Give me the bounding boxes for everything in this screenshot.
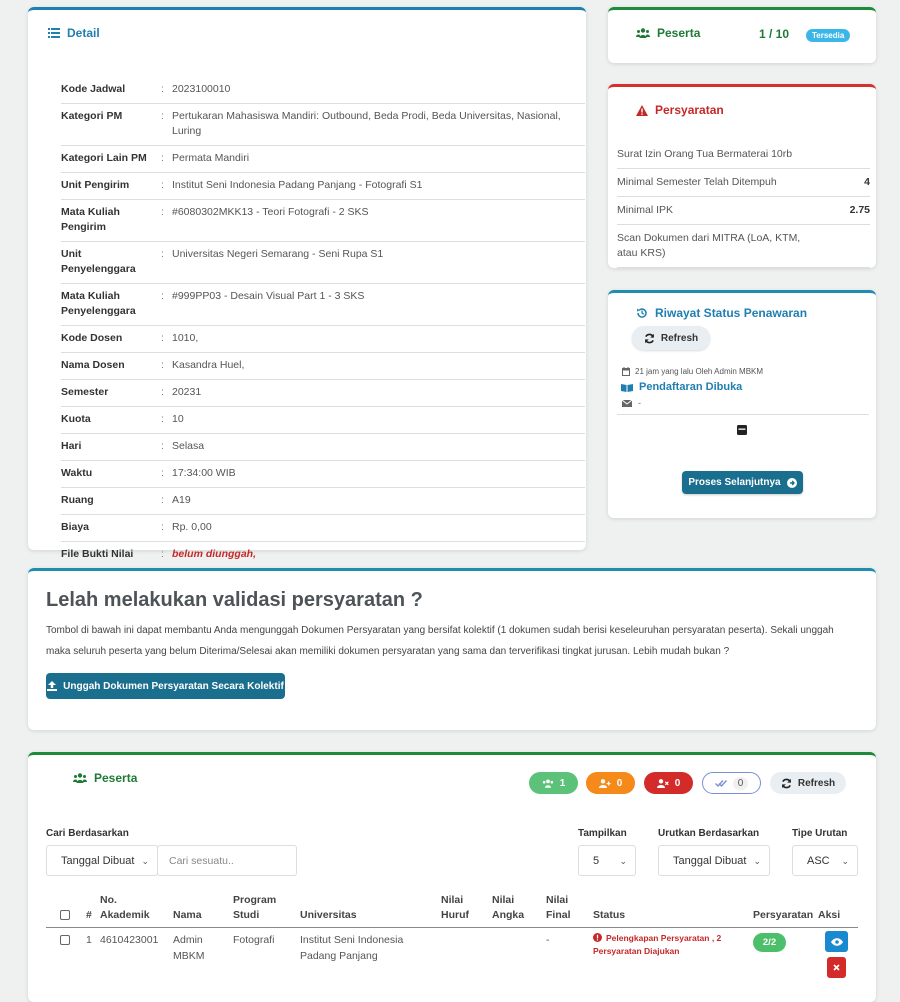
detail-separator: : [161, 200, 172, 242]
row-final: - [546, 934, 550, 946]
refresh-icon [644, 333, 655, 344]
cari-field-select[interactable]: Tanggal Dibuat ⌄ [46, 845, 158, 876]
detail-row [61, 515, 585, 542]
detail-row [61, 542, 585, 569]
detail-value: Pertukaran Mahasiswa Mandiri: Outbound, Beda Prodi, Beda Universitas, Nasional, Luring [172, 104, 585, 146]
table-header-divider [46, 927, 858, 928]
arrow-right-circle-icon [787, 478, 797, 488]
detail-key: Kategori PM [61, 104, 161, 146]
detail-separator: : [161, 488, 172, 515]
detail-value: 17:34:00 WIB [172, 461, 585, 488]
peserta-count: 1 / 10 [759, 27, 790, 41]
detail-value: 2023100010 [172, 77, 585, 104]
detail-key: Nama Dosen [61, 353, 161, 380]
detail-table [61, 77, 585, 569]
persyaratan-title: Persyaratan [655, 103, 724, 117]
col-nim: No. Akademik [100, 894, 150, 921]
detail-key: File Bukti Nilai [61, 542, 161, 569]
riwayat-header [636, 306, 807, 320]
chevron-down-icon: ⌄ [753, 856, 761, 866]
row-nama: Admin MBKM [173, 934, 205, 962]
archive-icon [737, 425, 747, 435]
row-persyaratan-badge[interactable]: 2/2 [753, 933, 786, 952]
detail-key: Kode Jadwal [61, 77, 161, 104]
requirement-item: Scan Dokumen dari MITRA (LoA, KTM, atau KRS) [617, 225, 870, 268]
detail-key: Waktu [61, 461, 161, 488]
peserta-refresh-button[interactable]: Refresh [770, 772, 846, 794]
chevron-down-icon: ⌄ [619, 856, 627, 866]
detail-row [61, 326, 585, 353]
detail-key: Mata Kuliah Pengirim [61, 200, 161, 242]
detail-value: 1010, [172, 326, 585, 353]
close-icon [833, 964, 840, 971]
row-no: 1 [86, 934, 92, 946]
exclamation-circle-icon [593, 933, 602, 942]
detail-row [61, 146, 585, 173]
calendar-icon [622, 367, 630, 376]
upload-icon [47, 681, 57, 691]
tampilkan-label: Tampilkan [578, 828, 627, 839]
peserta-summary-header [636, 26, 700, 40]
riwayat-status: Pendaftaran Dibuka [621, 381, 742, 393]
detail-key: Kuota [61, 407, 161, 434]
detail-value: Institut Seni Indonesia Padang Panjang - Fotografi S1 [172, 173, 585, 200]
refresh-icon [781, 778, 792, 789]
detail-row [61, 353, 585, 380]
detail-separator: : [161, 326, 172, 353]
requirement-item: Surat Izin Orang Tua Bermaterai 10rb [617, 141, 870, 169]
detail-value: #999PP03 - Desain Visual Part 1 - 3 SKS [172, 284, 585, 326]
riwayat-message: - [622, 398, 641, 408]
detail-separator: : [161, 461, 172, 488]
urutkan-select[interactable]: Tanggal Dibuat ⌄ [658, 845, 770, 876]
tipe-select[interactable]: ASC ⌄ [792, 845, 858, 876]
col-angka: Nilai Angka [492, 894, 525, 921]
detail-row [61, 380, 585, 407]
detail-value: belum diunggah, [172, 542, 585, 569]
col-persyaratan: Persyaratan [753, 909, 814, 921]
select-all-checkbox[interactable] [60, 910, 70, 920]
detail-key: Kategori Lain PM [61, 146, 161, 173]
detail-separator: : [161, 434, 172, 461]
riwayat-refresh-button[interactable]: Refresh [632, 326, 710, 350]
row-prodi: Fotografi [233, 934, 275, 946]
detail-key: Unit Pengirim [61, 173, 161, 200]
detail-separator: : [161, 407, 172, 434]
col-final: Nilai Final [546, 894, 571, 921]
users-icon [542, 779, 554, 788]
search-input[interactable]: Cari sesuatu.. [157, 845, 297, 876]
row-nim: 4610423001 [100, 934, 159, 946]
detail-separator: : [161, 104, 172, 146]
detail-row [61, 461, 585, 488]
col-status: Status [593, 909, 626, 921]
tipe-label: Tipe Urutan [792, 828, 848, 839]
col-aksi: Aksi [818, 909, 841, 921]
detail-value: 10 [172, 407, 585, 434]
row-status: Pelengkapan Persyaratan , 2 Persyaratan Diajukan [593, 933, 722, 956]
detail-separator: : [161, 242, 172, 284]
book-icon [621, 383, 633, 392]
detail-row [61, 284, 585, 326]
detail-separator: : [161, 380, 172, 407]
filter-rejected-button[interactable]: 0 [644, 772, 693, 794]
persyaratan-list [617, 141, 870, 268]
view-button[interactable] [825, 931, 848, 952]
detail-row [61, 242, 585, 284]
detail-key: Ruang [61, 488, 161, 515]
list-icon [48, 28, 60, 38]
detail-row [61, 104, 585, 146]
detail-separator: : [161, 542, 172, 569]
users-icon [73, 773, 87, 783]
detail-header [48, 26, 100, 40]
user-plus-icon [599, 779, 611, 788]
detail-row [61, 407, 585, 434]
detail-value: Universitas Negeri Semarang - Seni Rupa S1 [172, 242, 585, 284]
detail-separator: : [161, 77, 172, 104]
tampilkan-select[interactable]: 5 ⌄ [578, 845, 636, 876]
detail-value: Kasandra Huel, [172, 353, 585, 380]
filter-total-button[interactable]: 1 [529, 772, 578, 794]
history-icon [636, 307, 648, 319]
unggah-kolektif-button[interactable]: Unggah Dokumen Persyaratan Secara Kolektif [46, 673, 285, 699]
kolektif-card [28, 568, 876, 730]
peserta-list-card [28, 752, 876, 1002]
requirement-item: Minimal IPK 2.75 [617, 197, 870, 225]
filter-verified-button[interactable]: 0 [702, 772, 761, 794]
detail-value: 20231 [172, 380, 585, 407]
peserta-list-title: Peserta [94, 771, 138, 785]
chevron-down-icon: ⌄ [841, 856, 849, 866]
persyaratan-card [608, 84, 876, 268]
col-univ: Universitas [300, 909, 357, 921]
detail-key: Semester [61, 380, 161, 407]
detail-separator: : [161, 173, 172, 200]
col-nama: Nama [173, 909, 202, 921]
detail-row [61, 488, 585, 515]
filter-accepted-button[interactable]: 0 [586, 772, 635, 794]
col-prodi: Program Studi [233, 894, 277, 921]
warning-icon [636, 105, 648, 116]
riwayat-card [608, 290, 876, 518]
detail-separator: : [161, 353, 172, 380]
user-times-icon [657, 779, 669, 788]
detail-value: #6080302MKK13 - Teori Fotografi - 2 SKS [172, 200, 585, 242]
peserta-summary-card [608, 7, 876, 63]
detail-row [61, 77, 585, 104]
detail-key: Unit Penyelenggara [61, 242, 161, 284]
urutkan-label: Urutkan Berdasarkan [658, 828, 760, 839]
row-univ: Institut Seni Indonesia Padang Panjang [300, 934, 404, 962]
detail-separator: : [161, 515, 172, 542]
kolektif-paragraph: Tombol di bawah ini dapat membantu Anda mengunggah Dokumen Persyaratan yang bersifat kolektif (1 dokumen sudah berisi keseleuruhan persyaratan peserta). Sekali unggah maka seluruh peserta yang belum Diterima/Selesai akan memiliki dokumen persyaratan yang sama dan terverifikasi tingkat jurusan. Lebih mudah bukan ? [46, 625, 834, 657]
delete-button[interactable] [827, 957, 846, 978]
cari-label: Cari Berdasarkan [46, 828, 129, 839]
double-check-icon [715, 779, 727, 788]
peserta-summary-title: Peserta [657, 26, 701, 40]
riwayat-meta: 21 jam yang lalu Oleh Admin MBKM [622, 367, 763, 376]
requirement-item: Minimal Semester Telah Ditempuh 4 [617, 169, 870, 197]
detail-key: Kode Dosen [61, 326, 161, 353]
kolektif-heading: Lelah melakukan validasi persyaratan ? [46, 589, 423, 611]
detail-row [61, 200, 585, 242]
envelope-icon [622, 400, 632, 407]
users-icon [636, 28, 650, 38]
peserta-list-header [73, 771, 137, 785]
detail-row [61, 173, 585, 200]
detail-separator: : [161, 284, 172, 326]
detail-value: A19 [172, 488, 585, 515]
col-huruf: Nilai Huruf [441, 894, 469, 921]
detail-card [28, 7, 586, 560]
detail-value: Rp. 0,00 [172, 515, 585, 542]
eye-icon [831, 938, 843, 946]
detail-key: Hari [61, 434, 161, 461]
availability-badge: Tersedia [806, 29, 850, 42]
riwayat-divider [617, 414, 869, 415]
persyaratan-header [636, 103, 724, 117]
detail-row [61, 434, 585, 461]
proses-selanjutnya-button[interactable]: Proses Selanjutnya [682, 471, 803, 494]
detail-key: Biaya [61, 515, 161, 542]
detail-value: Permata Mandiri [172, 146, 585, 173]
chevron-down-icon: ⌄ [141, 856, 149, 866]
col-no: # [86, 909, 92, 921]
riwayat-title: Riwayat Status Penawaran [655, 306, 808, 320]
detail-separator: : [161, 146, 172, 173]
row-checkbox[interactable] [60, 935, 70, 945]
detail-title: Detail [67, 26, 100, 40]
detail-value: Selasa [172, 434, 585, 461]
detail-key: Mata Kuliah Penyelenggara [61, 284, 161, 326]
